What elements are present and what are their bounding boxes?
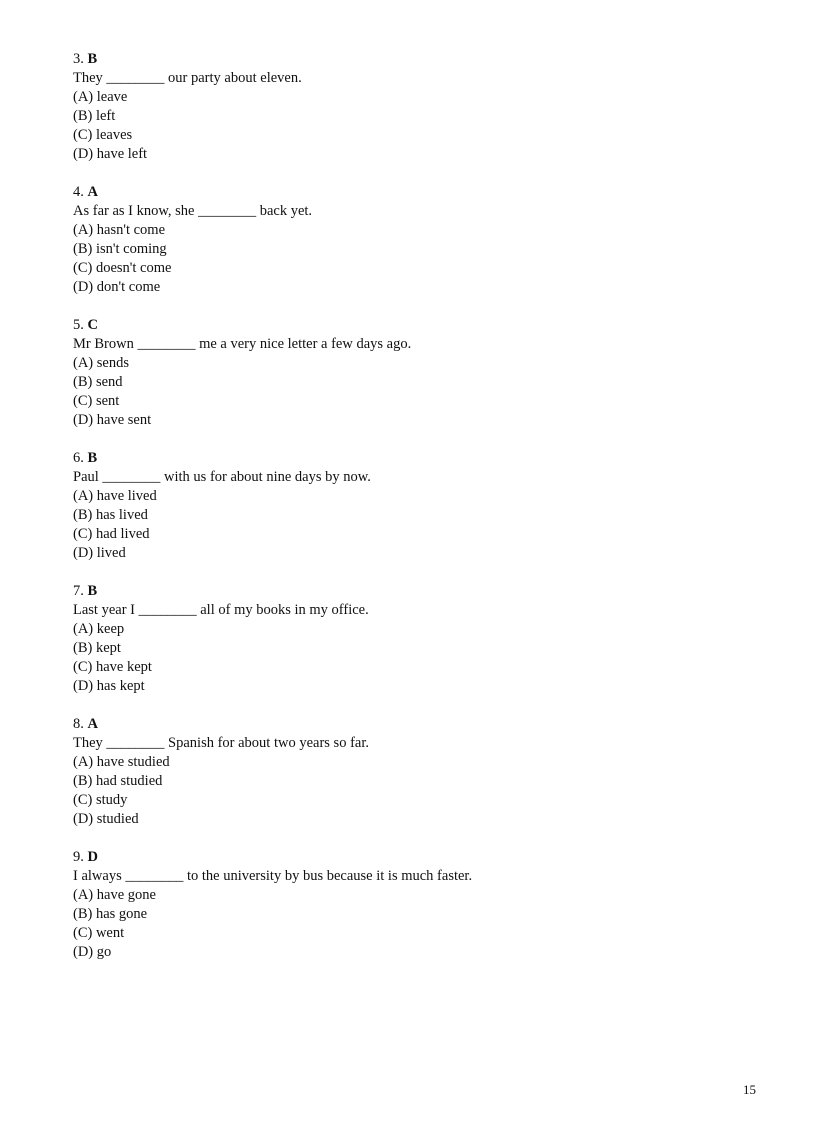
question-block — [73, 183, 773, 297]
answer-option: (D) lived — [73, 545, 126, 561]
answer-option: (A) have lived — [73, 488, 157, 504]
question-stem: They ________ our party about eleven. — [73, 70, 302, 86]
question-block — [73, 316, 773, 430]
question-block — [73, 715, 773, 829]
answer-option: (A) leave — [73, 89, 128, 105]
question-block — [73, 50, 773, 164]
answer-option: (A) keep — [73, 621, 125, 637]
answer-option: (D) studied — [73, 811, 139, 827]
page-number: 15 — [743, 1082, 756, 1097]
question-stem: Last year I ________ all of my books in my office. — [73, 602, 369, 618]
answer-option: (C) sent — [73, 393, 120, 409]
answer-option: (B) has lived — [73, 507, 148, 523]
question-block — [73, 582, 773, 696]
answer-key: C — [87, 317, 98, 333]
question-list — [73, 50, 773, 962]
question-number: 3. — [73, 51, 84, 67]
answer-option: (D) go — [73, 944, 112, 960]
answer-option: (B) isn't coming — [73, 241, 167, 257]
question-header — [73, 316, 773, 335]
answer-key: A — [87, 184, 98, 200]
answer-option: (B) kept — [73, 640, 121, 656]
answer-option: (C) went — [73, 925, 125, 941]
question-stem: As far as I know, she ________ back yet. — [73, 203, 313, 219]
answer-option: (A) have studied — [73, 754, 170, 770]
answer-option: (B) has gone — [73, 906, 148, 922]
answer-option: (D) have sent — [73, 412, 152, 428]
answer-key: B — [87, 583, 98, 599]
answer-option: (B) send — [73, 374, 123, 390]
answer-option: (D) don't come — [73, 279, 161, 295]
question-number: 5. — [73, 317, 84, 333]
answer-option: (C) have kept — [73, 659, 152, 675]
answer-key: B — [87, 51, 98, 67]
question-header — [73, 183, 773, 202]
question-stem: They ________ Spanish for about two years so far. — [73, 735, 369, 751]
answer-option: (B) left — [73, 108, 116, 124]
question-header — [73, 449, 773, 468]
question-stem: I always ________ to the university by bus because it is much faster. — [73, 868, 473, 884]
question-number: 7. — [73, 583, 84, 599]
answer-option: (D) has kept — [73, 678, 145, 694]
answer-option: (B) had studied — [73, 773, 163, 789]
question-stem: Paul ________ with us for about nine days by now. — [73, 469, 371, 485]
answer-option: (C) study — [73, 792, 128, 808]
question-number: 8. — [73, 716, 84, 732]
answer-option: (A) sends — [73, 355, 129, 371]
question-header — [73, 715, 773, 734]
question-stem: Mr Brown ________ me a very nice letter a few days ago. — [73, 336, 412, 352]
answer-option: (A) have gone — [73, 887, 156, 903]
answer-key: A — [87, 716, 98, 732]
answer-key: D — [87, 849, 98, 865]
question-number: 6. — [73, 450, 84, 466]
answer-option: (C) had lived — [73, 526, 150, 542]
question-block — [73, 848, 773, 962]
answer-option: (C) doesn't come — [73, 260, 172, 276]
answer-option: (A) hasn't come — [73, 222, 165, 238]
answer-key: B — [87, 450, 98, 466]
question-number: 9. — [73, 849, 84, 865]
question-header — [73, 582, 773, 601]
question-block — [73, 449, 773, 563]
question-number: 4. — [73, 184, 84, 200]
question-header — [73, 848, 773, 867]
answer-option: (D) have left — [73, 146, 148, 162]
document-page — [73, 50, 773, 981]
question-header — [73, 50, 773, 69]
answer-option: (C) leaves — [73, 127, 133, 143]
